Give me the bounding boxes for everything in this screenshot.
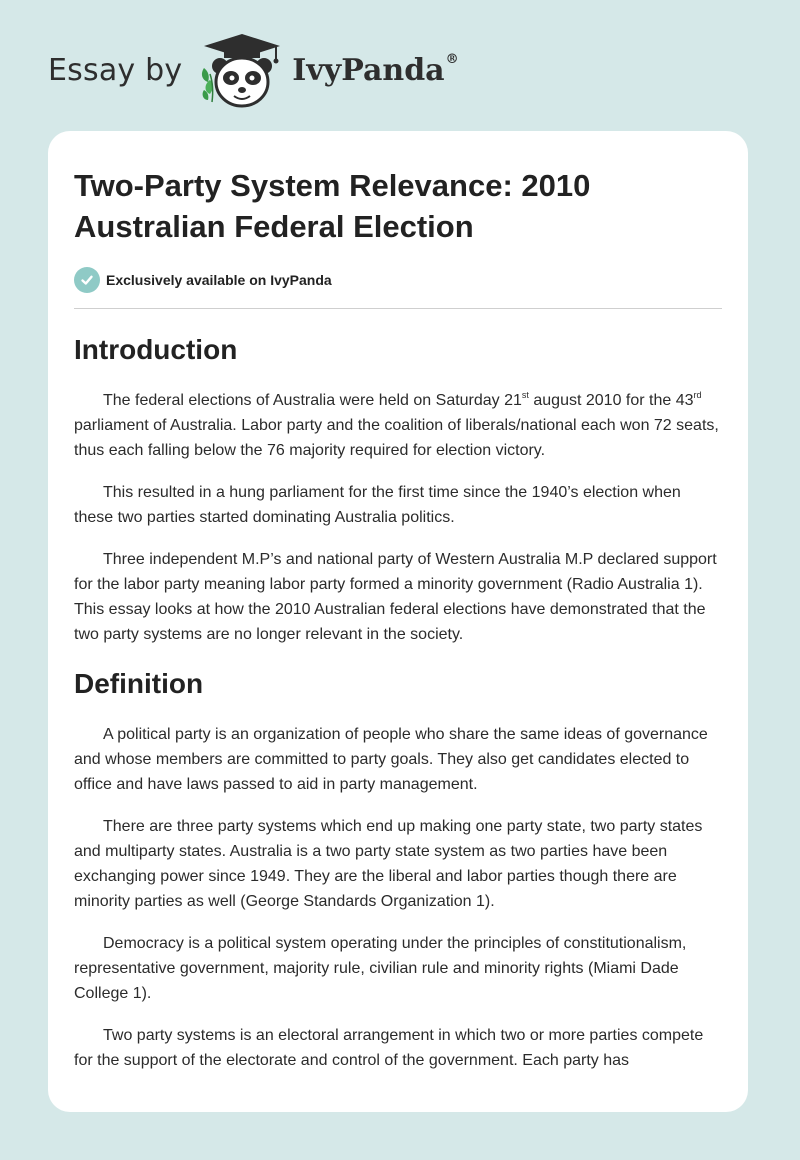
essay-by-label: Essay by	[48, 52, 183, 88]
exclusive-badge	[74, 266, 722, 294]
site-header	[48, 30, 459, 110]
ivypanda-logo-icon[interactable]	[198, 30, 286, 110]
paragraph-text: A political party is an organization of people who share the same ideas of governance and whose members are committed to party goals. They also get candidates elected to office and have laws passed to aid in party management.	[74, 726, 708, 793]
registered-mark: ®	[445, 51, 459, 67]
paragraph-text: Two party systems is an electoral arrangement in which two or more parties compete for the support of the electorate and control of the government. Each party has	[74, 1027, 704, 1069]
paragraph	[74, 388, 722, 463]
exclusive-label: Exclusively available on IvyPanda	[106, 272, 332, 288]
paragraph	[74, 814, 722, 914]
paragraph-text: The federal elections of Australia were held on Saturday 21	[103, 392, 522, 409]
section-body	[74, 722, 722, 1073]
essay-card	[48, 131, 748, 1112]
essay-section	[74, 667, 722, 1073]
paragraph	[74, 480, 722, 530]
paragraph-text: Democracy is a political system operating under the principles of constitutionalism, representative government, majority rule, civilian rule and minority rights (Miami Dade College 1).	[74, 935, 687, 1002]
paragraph-text: Three independent M.P’s and national party of Western Australia M.P declared support for the labor party meaning labor party formed a minority government (Radio Australia 1). This essay looks at how the 2010 Australian federal elections have demonstrated that the two party systems are no longer relevant in the society.	[74, 551, 717, 643]
ordinal-suffix: st	[521, 389, 529, 400]
title-divider	[74, 308, 722, 309]
paragraph-text: There are three party systems which end up making one party state, two party states and multiparty states. Australia is a two party state system as two parties have been exchanging power since 1949. They are the liberal and labor parties though there are minority parties as well (George Standards Organization 1).	[74, 818, 703, 910]
paragraph-text: august 2010 for the 43	[528, 392, 694, 409]
paragraph	[74, 931, 722, 1006]
paragraph	[74, 547, 722, 647]
essay-title: Two-Party System Relevance: 2010 Australian Federal Election	[74, 168, 591, 244]
brand-name[interactable]: IvyPanda®	[292, 51, 459, 88]
ordinal-suffix: rd	[693, 389, 702, 400]
check-icon	[74, 267, 100, 293]
paragraph-text: This resulted in a hung parliament for the first time since the 1940’s election when these two parties started dominating Australia politics.	[74, 484, 681, 526]
section-heading: Introduction	[74, 334, 238, 365]
section-heading: Definition	[74, 668, 204, 699]
essay-section	[74, 333, 722, 647]
essay-body	[74, 333, 722, 1073]
paragraph	[74, 1023, 722, 1073]
section-body	[74, 388, 722, 647]
paragraph	[74, 722, 722, 797]
paragraph-text: parliament of Australia. Labor party and the coalition of liberals/national each won 72 seats, thus each falling below the 76 majority required for election victory.	[74, 417, 719, 459]
